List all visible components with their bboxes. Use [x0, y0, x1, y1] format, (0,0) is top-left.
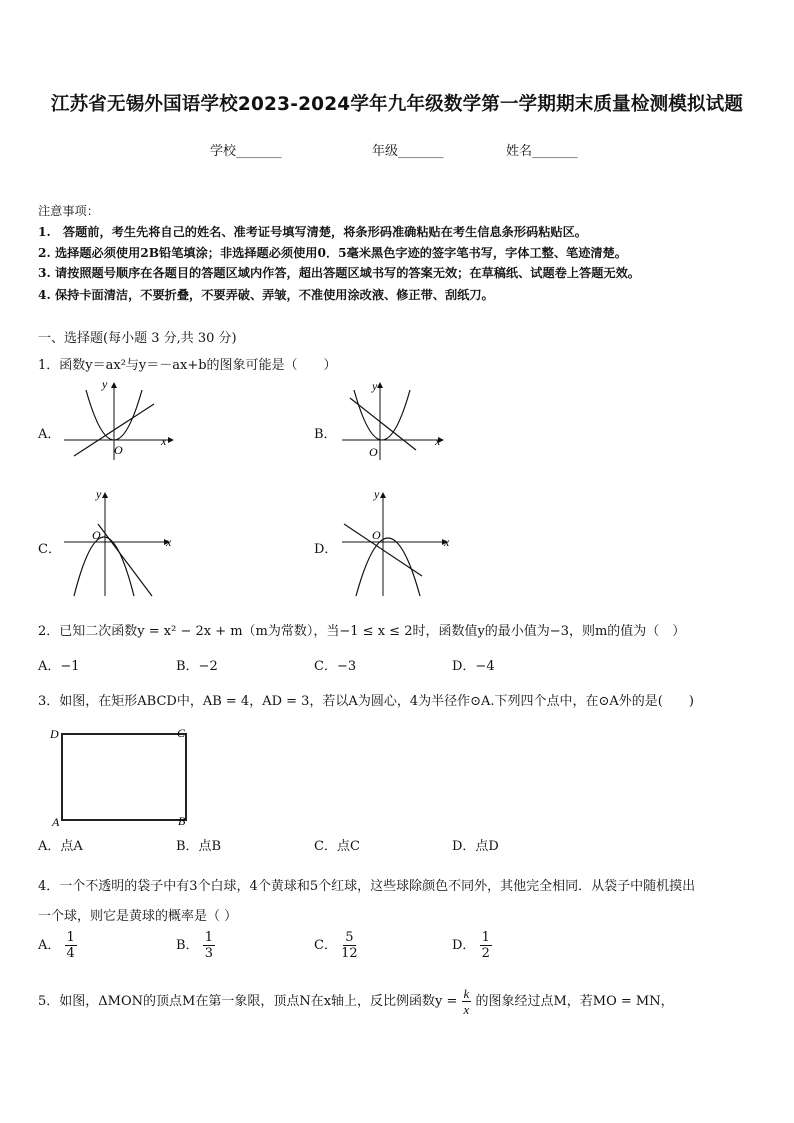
y-axis-arrow	[377, 382, 383, 388]
q3-option-b[interactable]: B．点B	[176, 839, 222, 854]
q3-rectangle-figure	[40, 724, 200, 828]
notes-heading: 注意事项：	[38, 204, 99, 218]
q4-option-c[interactable]	[314, 930, 358, 961]
q3-option-d[interactable]: D．点D	[452, 839, 499, 854]
q4-option-a[interactable]	[38, 930, 77, 961]
q2-option-c[interactable]: C．−3	[314, 659, 357, 674]
origin-label: O	[114, 443, 123, 457]
question-3-stem: 3．如图，在矩形ABCD中，AB = 4，AD = 3，若以A为圆心，4为半径作⊙A.下列四个点中，在⊙A外的是( )	[38, 694, 694, 709]
q5-fraction: $\frac{k}{x}$	[463, 986, 470, 1017]
parabola	[356, 538, 420, 596]
parabola	[354, 390, 410, 440]
line	[98, 524, 152, 596]
x-label: x	[435, 434, 441, 448]
vertex-a-label: A	[52, 815, 60, 828]
y-label: y	[372, 379, 378, 393]
grade-field[interactable]: 年级_______	[372, 144, 444, 159]
q2-option-b[interactable]: B．−2	[176, 659, 218, 674]
x-label: x	[161, 434, 167, 448]
rectangle-abcd	[62, 734, 186, 820]
q4-option-d-label: D．	[452, 938, 476, 953]
note-4: 4. 保持卡面清洁，不要折叠，不要弄破、弄皱，不准使用涂改液、修正带、刮纸刀。	[38, 288, 494, 302]
q1-option-b-label[interactable]: B．	[314, 427, 337, 442]
q4-option-d[interactable]	[452, 930, 492, 961]
question-1-stem: 1．函数y＝ax²与y＝－ax+b的图象可能是（ ）	[38, 358, 337, 373]
x-axis-arrow	[168, 437, 174, 443]
vertex-c-label: C	[177, 726, 186, 740]
note-2: 2. 选择题必须使用2B铅笔填涂；非选择题必须使用0．5毫米黑色字迹的签字笔书写，字体工整、笔迹清楚。	[38, 246, 627, 260]
q1-graph-b	[336, 376, 456, 462]
y-label: y	[102, 377, 108, 391]
q1-graph-a	[58, 376, 178, 462]
q5-stem-after: 的图象经过点M，若MO = MN，	[475, 994, 674, 1009]
school-field[interactable]: 学校_______	[210, 144, 282, 159]
question-2-stem: 2．已知二次函数y = x² − 2x + m（m为常数），当−1 ≤ x ≤ 2时，函数值y的最小值为−3，则m的值为（ ）	[38, 624, 686, 639]
q4-option-c-fraction: $\frac{5}{12}$	[341, 930, 358, 961]
x-label: x	[166, 535, 172, 549]
q4-option-b-fraction: $\frac{1}{3}$	[204, 930, 213, 961]
note-3: 3. 请按照题号顺序在各题目的答题区域内作答，超出答题区域书写的答案无效；在草稿纸、试题卷上答题无效。	[38, 266, 640, 280]
name-field[interactable]: 姓名_______	[506, 144, 578, 159]
q4-option-a-label: A．	[38, 938, 61, 953]
y-axis-arrow	[380, 492, 386, 498]
q4-option-b[interactable]	[176, 930, 215, 961]
q3-option-a[interactable]: A．点A	[38, 839, 83, 854]
y-label: y	[96, 487, 102, 501]
q5-stem-before: 5．如图，ΔMON的顶点M在第一象限，顶点N在x轴上，反比例函数y =	[38, 994, 458, 1009]
page-title: 江苏省无锡外国语学校2023-2024学年九年级数学第一学期期末质量检测模拟试题	[50, 94, 744, 115]
q4-option-d-fraction: $\frac{1}{2}$	[481, 930, 490, 961]
y-axis-arrow	[111, 382, 117, 388]
vertex-d-label: D	[50, 727, 59, 741]
q3-option-c[interactable]: C．点C	[314, 839, 360, 854]
origin-label: O	[372, 528, 381, 542]
origin-label: O	[92, 528, 101, 542]
q2-option-d[interactable]: D．−4	[452, 659, 495, 674]
y-axis-arrow	[102, 492, 108, 498]
parabola	[74, 537, 134, 596]
x-label: x	[444, 535, 450, 549]
question-4-stem-line2: 一个球，则它是黄球的概率是（ ）	[38, 909, 238, 924]
question-5-stem	[38, 986, 674, 1017]
line	[350, 398, 416, 450]
y-label: y	[374, 487, 380, 501]
q1-option-c-label[interactable]: C．	[38, 542, 61, 557]
note-1: 1. 答题前，考生先将自己的姓名、准考证号填写清楚，将条形码准确粘贴在考生信息条形码粘贴区。	[38, 225, 587, 239]
q4-option-c-label: C．	[314, 938, 337, 953]
question-4-stem-line1: 4．一个不透明的袋子中有3个白球，4个黄球和5个红球，这些球除颜色不同外，其他完全相同．从袋子中随机摸出	[38, 879, 696, 894]
section-heading: 一、选择题(每小题 3 分,共 30 分)	[38, 331, 237, 346]
vertex-b-label: B	[178, 814, 186, 828]
q2-option-a[interactable]: A．−1	[38, 659, 80, 674]
origin-label: O	[369, 445, 378, 459]
q1-graph-d	[336, 484, 456, 600]
q4-option-b-label: B．	[176, 938, 199, 953]
q1-graph-c	[58, 484, 178, 600]
q1-option-a-label[interactable]: A．	[38, 427, 61, 442]
q4-option-a-fraction: $\frac{1}{4}$	[66, 930, 75, 961]
q1-option-d-label[interactable]: D．	[314, 542, 338, 557]
